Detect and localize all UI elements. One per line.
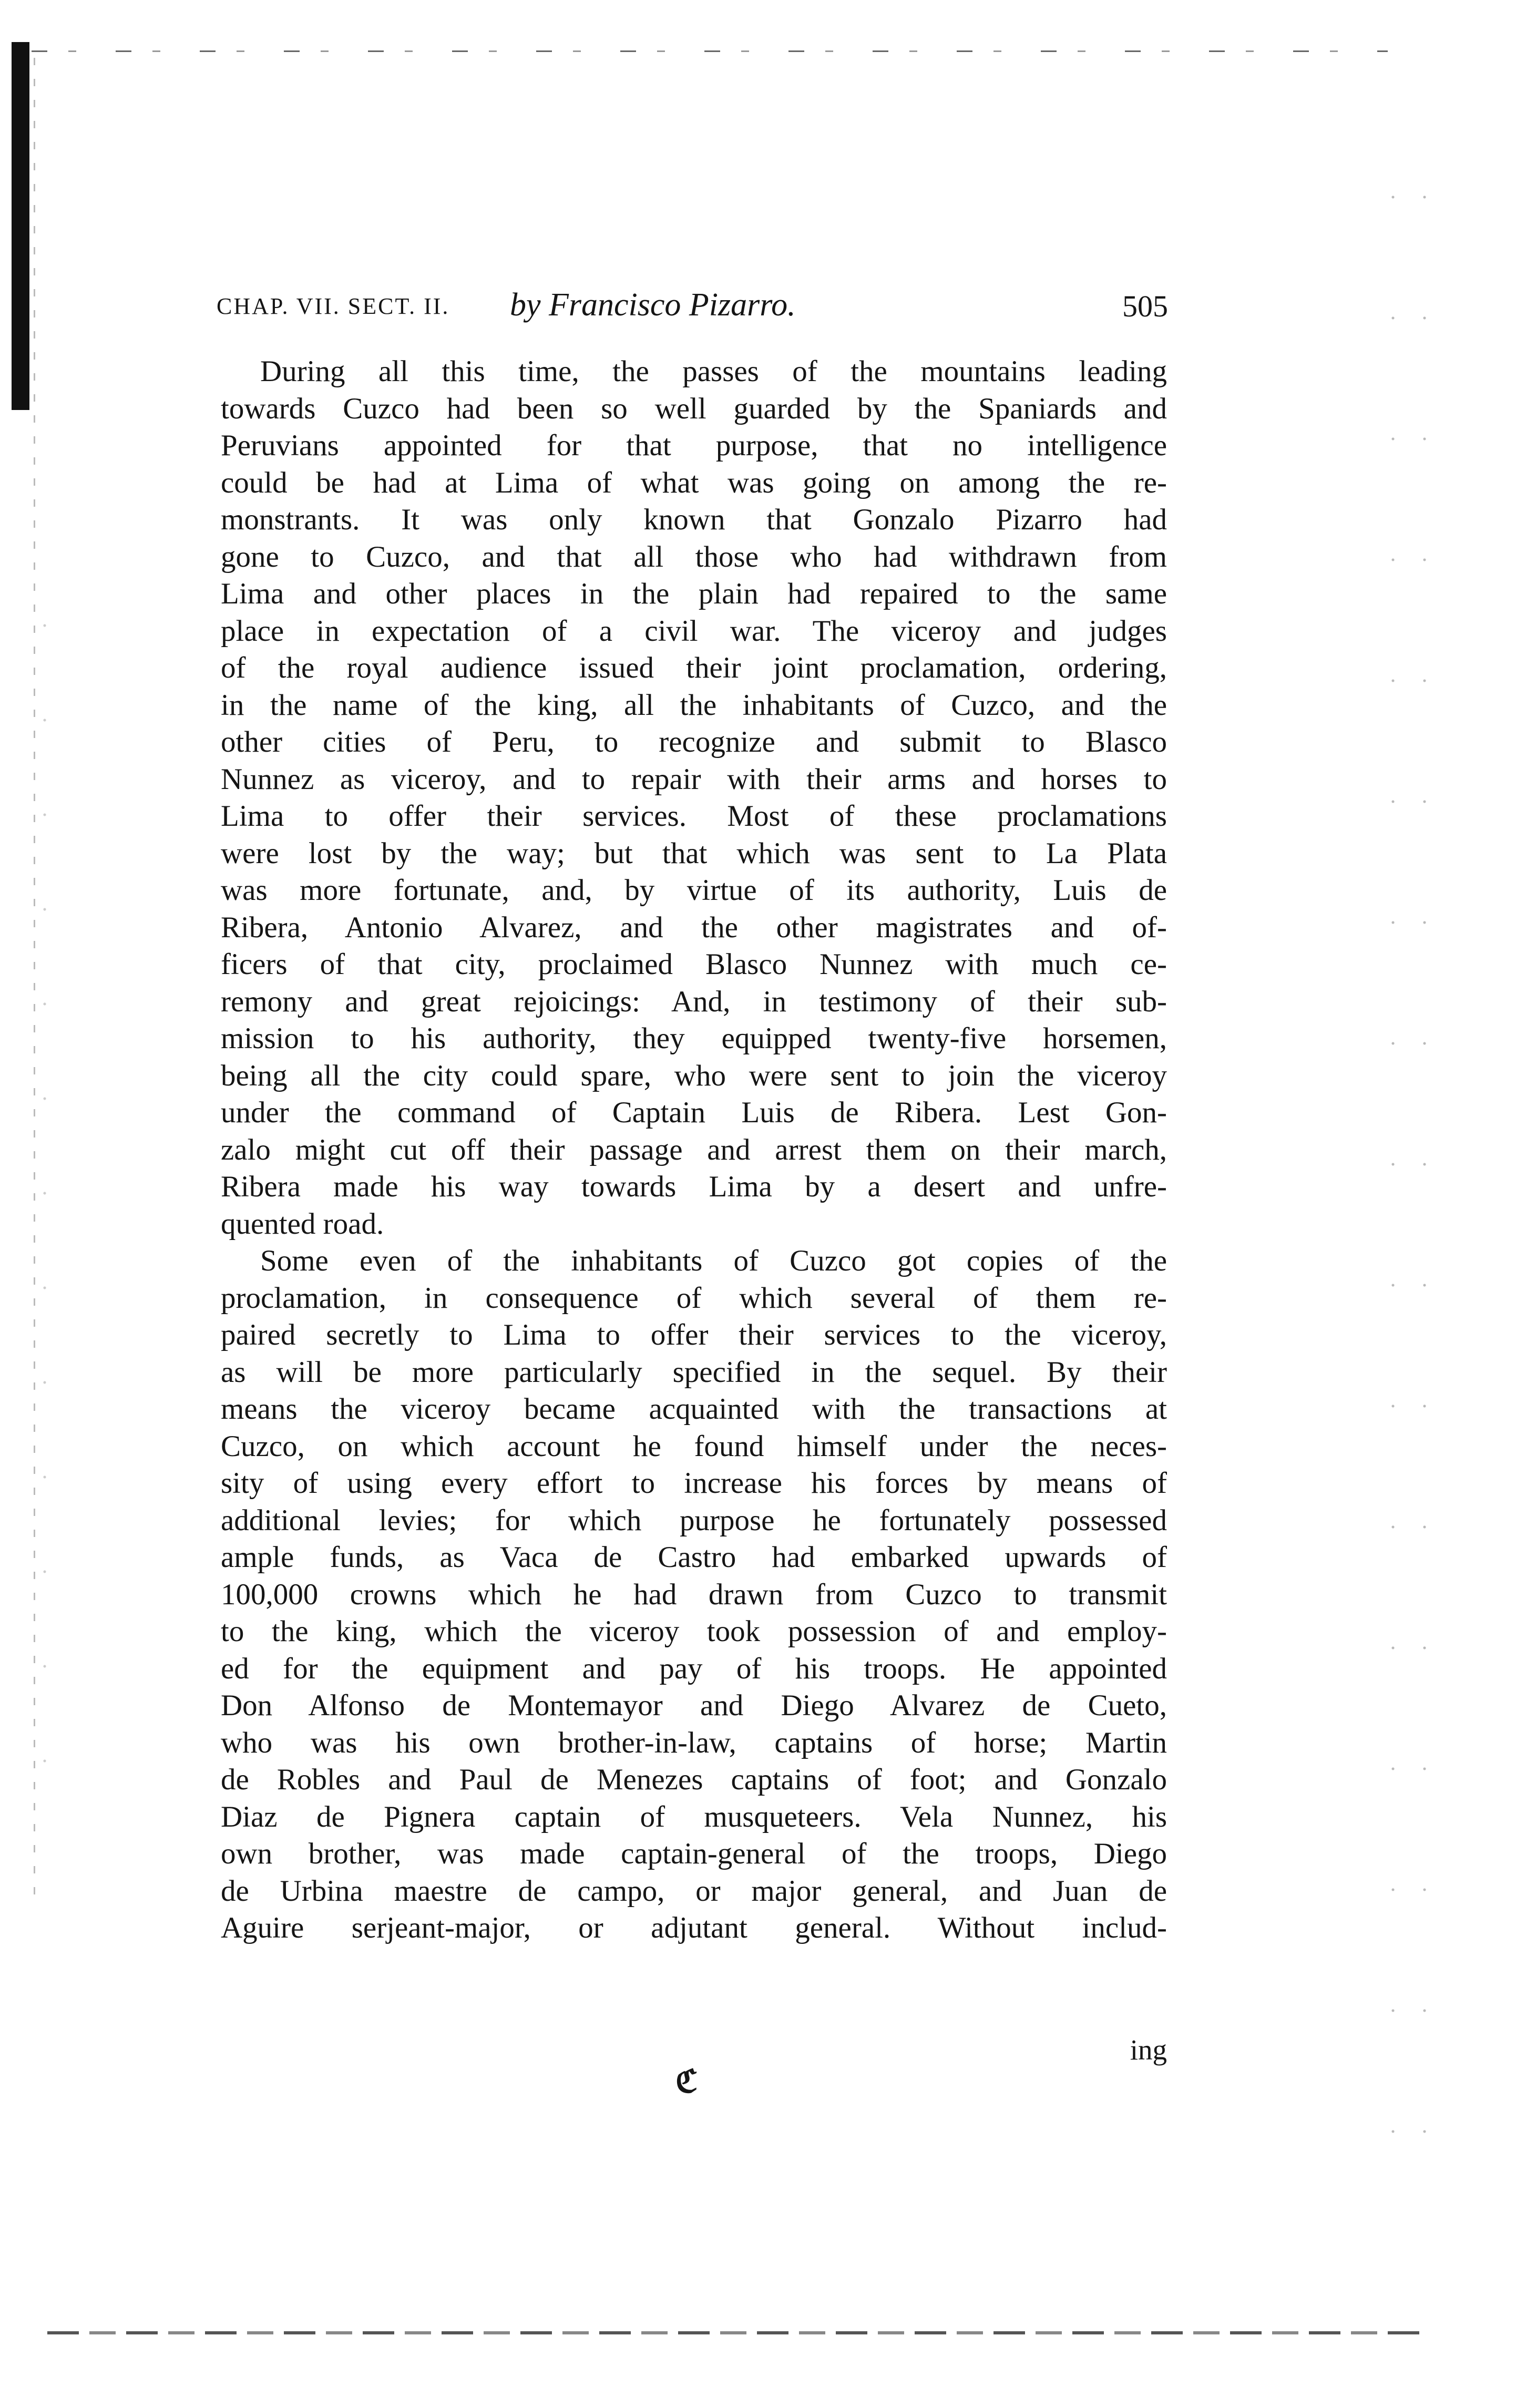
binding-shadow	[12, 42, 29, 410]
text-line: towards Cuzco had been so well guarded by the Spaniards and	[221, 392, 1167, 425]
chapter-section-label: CHAP. VII. SECT. II.	[217, 293, 450, 319]
page-number: 505	[1122, 289, 1168, 323]
gutter-dots	[34, 58, 35, 1898]
running-header	[217, 286, 1168, 329]
text-line: to the king, which the viceroy took possession of and employ-	[221, 1615, 1167, 1648]
text-line: Ribera, Antonio Alvarez, and the other magistrates and of-	[221, 910, 1167, 944]
text-line: ficers of that city, proclaimed Blasco Nunnez with much ce-	[221, 948, 1167, 981]
text-line: Aguire serjeant-major, or adjutant general. Without includ-	[221, 1911, 1167, 1944]
text-line: sity of using every effort to increase his forces by means of	[221, 1467, 1167, 1500]
text-line: as will be more particularly specified in the sequel. By their	[221, 1355, 1167, 1389]
left-margin-specks	[37, 578, 58, 1840]
text-line: ed for the equipment and pay of his troops. He appointed	[221, 1652, 1167, 1685]
text-line: who was his own brother-in-law, captains of horse; Martin	[221, 1726, 1167, 1759]
text-line: Diaz de Pignera captain of musqueteers. Vela Nunnez, his	[221, 1800, 1167, 1833]
bottom-edge-artifact	[47, 2331, 1430, 2334]
text-line: ample funds, as Vaca de Castro had embarked upwards of	[221, 1541, 1167, 1574]
text-line: remony and great rejoicings: And, in testimony of their sub-	[221, 985, 1167, 1018]
text-line: were lost by the way; but that which was sent to La Plata	[221, 836, 1167, 870]
text-line: of the royal audience issued their joint proclamation, ordering,	[221, 651, 1167, 684]
text-line: in the name of the king, all the inhabitants of Cuzco, and the	[221, 688, 1167, 722]
body-text	[221, 353, 1167, 1947]
text-line: During all this time, the passes of the mountains leading	[260, 355, 1167, 388]
text-line: Lima to offer their services. Most of these proclamations	[221, 800, 1167, 833]
text-line: own brother, was made captain-general of the troops, Diego	[221, 1837, 1167, 1870]
text-line: monstrants. It was only known that Gonzalo Pizarro had	[221, 503, 1167, 536]
text-line: de Robles and Paul de Menezes captains of foot; and Gonzalo	[221, 1763, 1167, 1796]
right-margin-specks	[1377, 137, 1440, 2239]
text-line: Don Alfonso de Montemayor and Diego Alvarez de Cueto,	[221, 1689, 1167, 1722]
text-line: paired secretly to Lima to offer their services to the viceroy,	[221, 1318, 1167, 1351]
catchword: ing	[1130, 2034, 1167, 2066]
text-line: place in expectation of a civil war. The viceroy and judges	[221, 614, 1167, 648]
text-line: could be had at Lima of what was going on among the re-	[221, 466, 1167, 499]
text-line: zalo might cut off their passage and arrest them on their march,	[221, 1133, 1167, 1166]
text-line: Peruvians appointed for that purpose, that no intelligence	[221, 429, 1167, 462]
text-line: Nunnez as viceroy, and to repair with their arms and horses to	[221, 762, 1167, 796]
top-edge-artifact	[32, 50, 1388, 52]
text-line: additional levies; for which purpose he fortunately possessed	[221, 1503, 1167, 1537]
text-line: Some even of the inhabitants of Cuzco got copies of the	[260, 1244, 1167, 1277]
text-line: Cuzco, on which account he found himself under the neces-	[221, 1429, 1167, 1463]
text-line: de Urbina maestre de campo, or major general, and Juan de	[221, 1874, 1167, 1908]
text-line: proclamation, in consequence of which several of them re-	[221, 1281, 1167, 1315]
text-line: quented road.	[221, 1207, 384, 1241]
text-line: under the command of Captain Luis de Ribera. Lest Gon-	[221, 1096, 1167, 1129]
running-title: by Francisco Pizarro.	[510, 287, 796, 323]
text-line: Lima and other places in the plain had repaired to the same	[221, 577, 1167, 610]
text-line: Ribera made his way towards Lima by a desert and unfre-	[221, 1170, 1167, 1203]
text-line: gone to Cuzco, and that all those who had withdrawn from	[221, 540, 1167, 573]
text-line: was more fortunate, and, by virtue of its authority, Luis de	[221, 874, 1167, 907]
text-line: other cities of Peru, to recognize and submit to Blasco	[221, 725, 1167, 759]
text-line: mission to his authority, they equipped twenty-five horsemen,	[221, 1022, 1167, 1055]
text-line: means the viceroy became acquainted with the transactions at	[221, 1392, 1167, 1426]
signature-mark: ℭ	[675, 2064, 698, 2099]
text-line: 100,000 crowns which he had drawn from Cuzco to transmit	[221, 1577, 1167, 1611]
text-line: being all the city could spare, who were sent to join the viceroy	[221, 1059, 1167, 1092]
